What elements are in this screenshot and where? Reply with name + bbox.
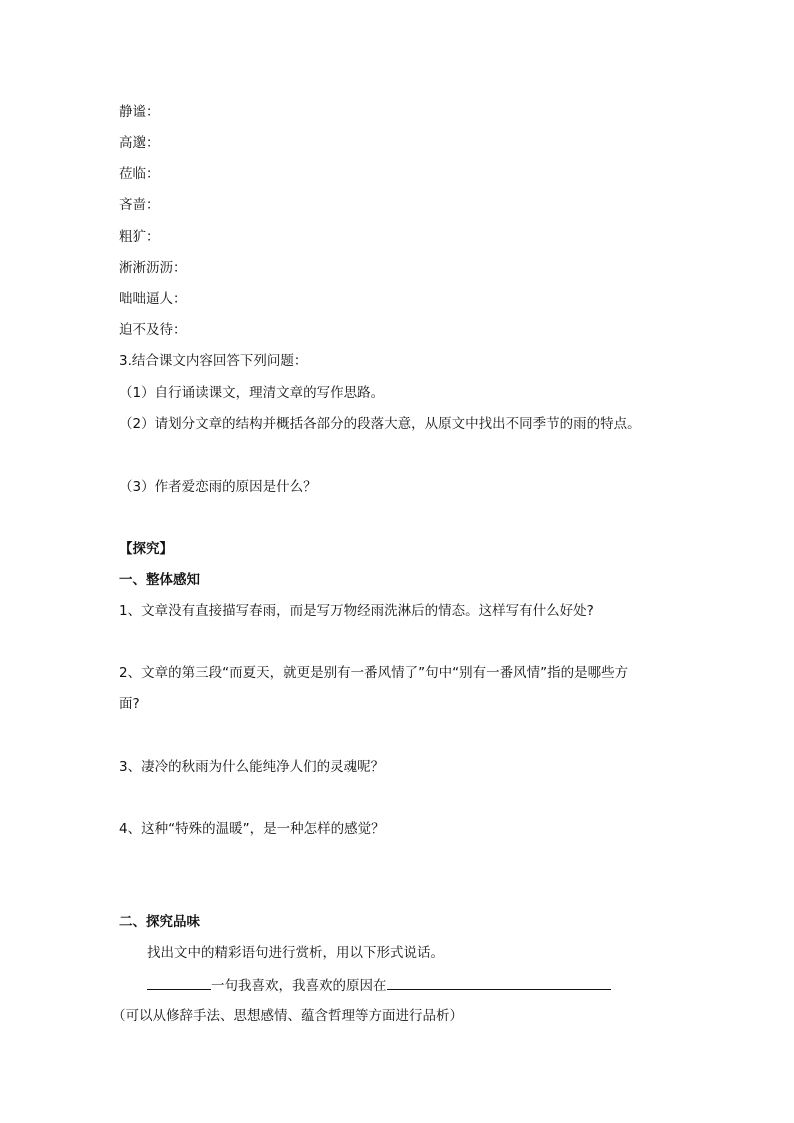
vocab-item-xixililii: 淅淅沥沥： [119, 260, 187, 276]
explore-title: 【探究】 [119, 541, 173, 557]
vocab-item-cuguang: 粗犷： [119, 229, 160, 245]
task3-heading: 3.结合课文内容回答下列问题： [119, 353, 308, 369]
task3-question-2: （2）请划分文章的结构并概括各部分的段落大意，从原文中找出不同季节的雨的特点。 [119, 416, 641, 432]
vocab-item-lilin: 莅临： [119, 166, 160, 182]
explore-item-2-line-2: 面? [119, 696, 140, 712]
vocab-item-duoduobiren: 咄咄逼人： [119, 291, 187, 307]
appreciation-instruction: 找出文中的精彩语句进行赏析，用以下形式说话。 [147, 945, 444, 961]
explore-item-3: 3、凄冷的秋雨为什么能纯净人们的灵魂呢？ [119, 759, 385, 775]
section-explore-appreciate: 二、探究品味 [119, 914, 200, 930]
explore-item-4: 4、这种“特殊的温暖”，是一种怎样的感觉？ [119, 821, 385, 837]
appreciation-template [147, 975, 611, 995]
appreciation-note: （可以从修辞手法、思想感情、蕴含哲理等方面进行品析） [112, 1008, 463, 1024]
explore-item-2-line-1: 2、文章的第三段“而夏天，就更是别有一番风情了”句中“别有一番风情”指的是哪些方 [119, 665, 629, 681]
vocab-item-linse: 吝啬： [119, 197, 160, 213]
task3-question-3: （3）作者爱恋雨的原因是什么？ [119, 479, 317, 495]
blank-sentence[interactable] [147, 975, 211, 990]
task3-question-1: （1）自行诵读课文，理清文章的写作思路。 [119, 385, 385, 401]
blank-reason[interactable] [387, 975, 611, 990]
section-overall-perception: 一、整体感知 [119, 572, 200, 588]
template-text: 一句我喜欢，我喜欢的原因在 [211, 978, 387, 994]
vocab-item-pobujidai: 迫不及待： [119, 322, 187, 338]
vocab-item-gaomiao: 高邈： [119, 135, 160, 151]
vocab-item-jingmi: 静谧： [119, 104, 160, 120]
explore-item-1: 1、文章没有直接描写春雨，而是写万物经雨洗淋后的情态。这样写有什么好处? [119, 603, 594, 619]
